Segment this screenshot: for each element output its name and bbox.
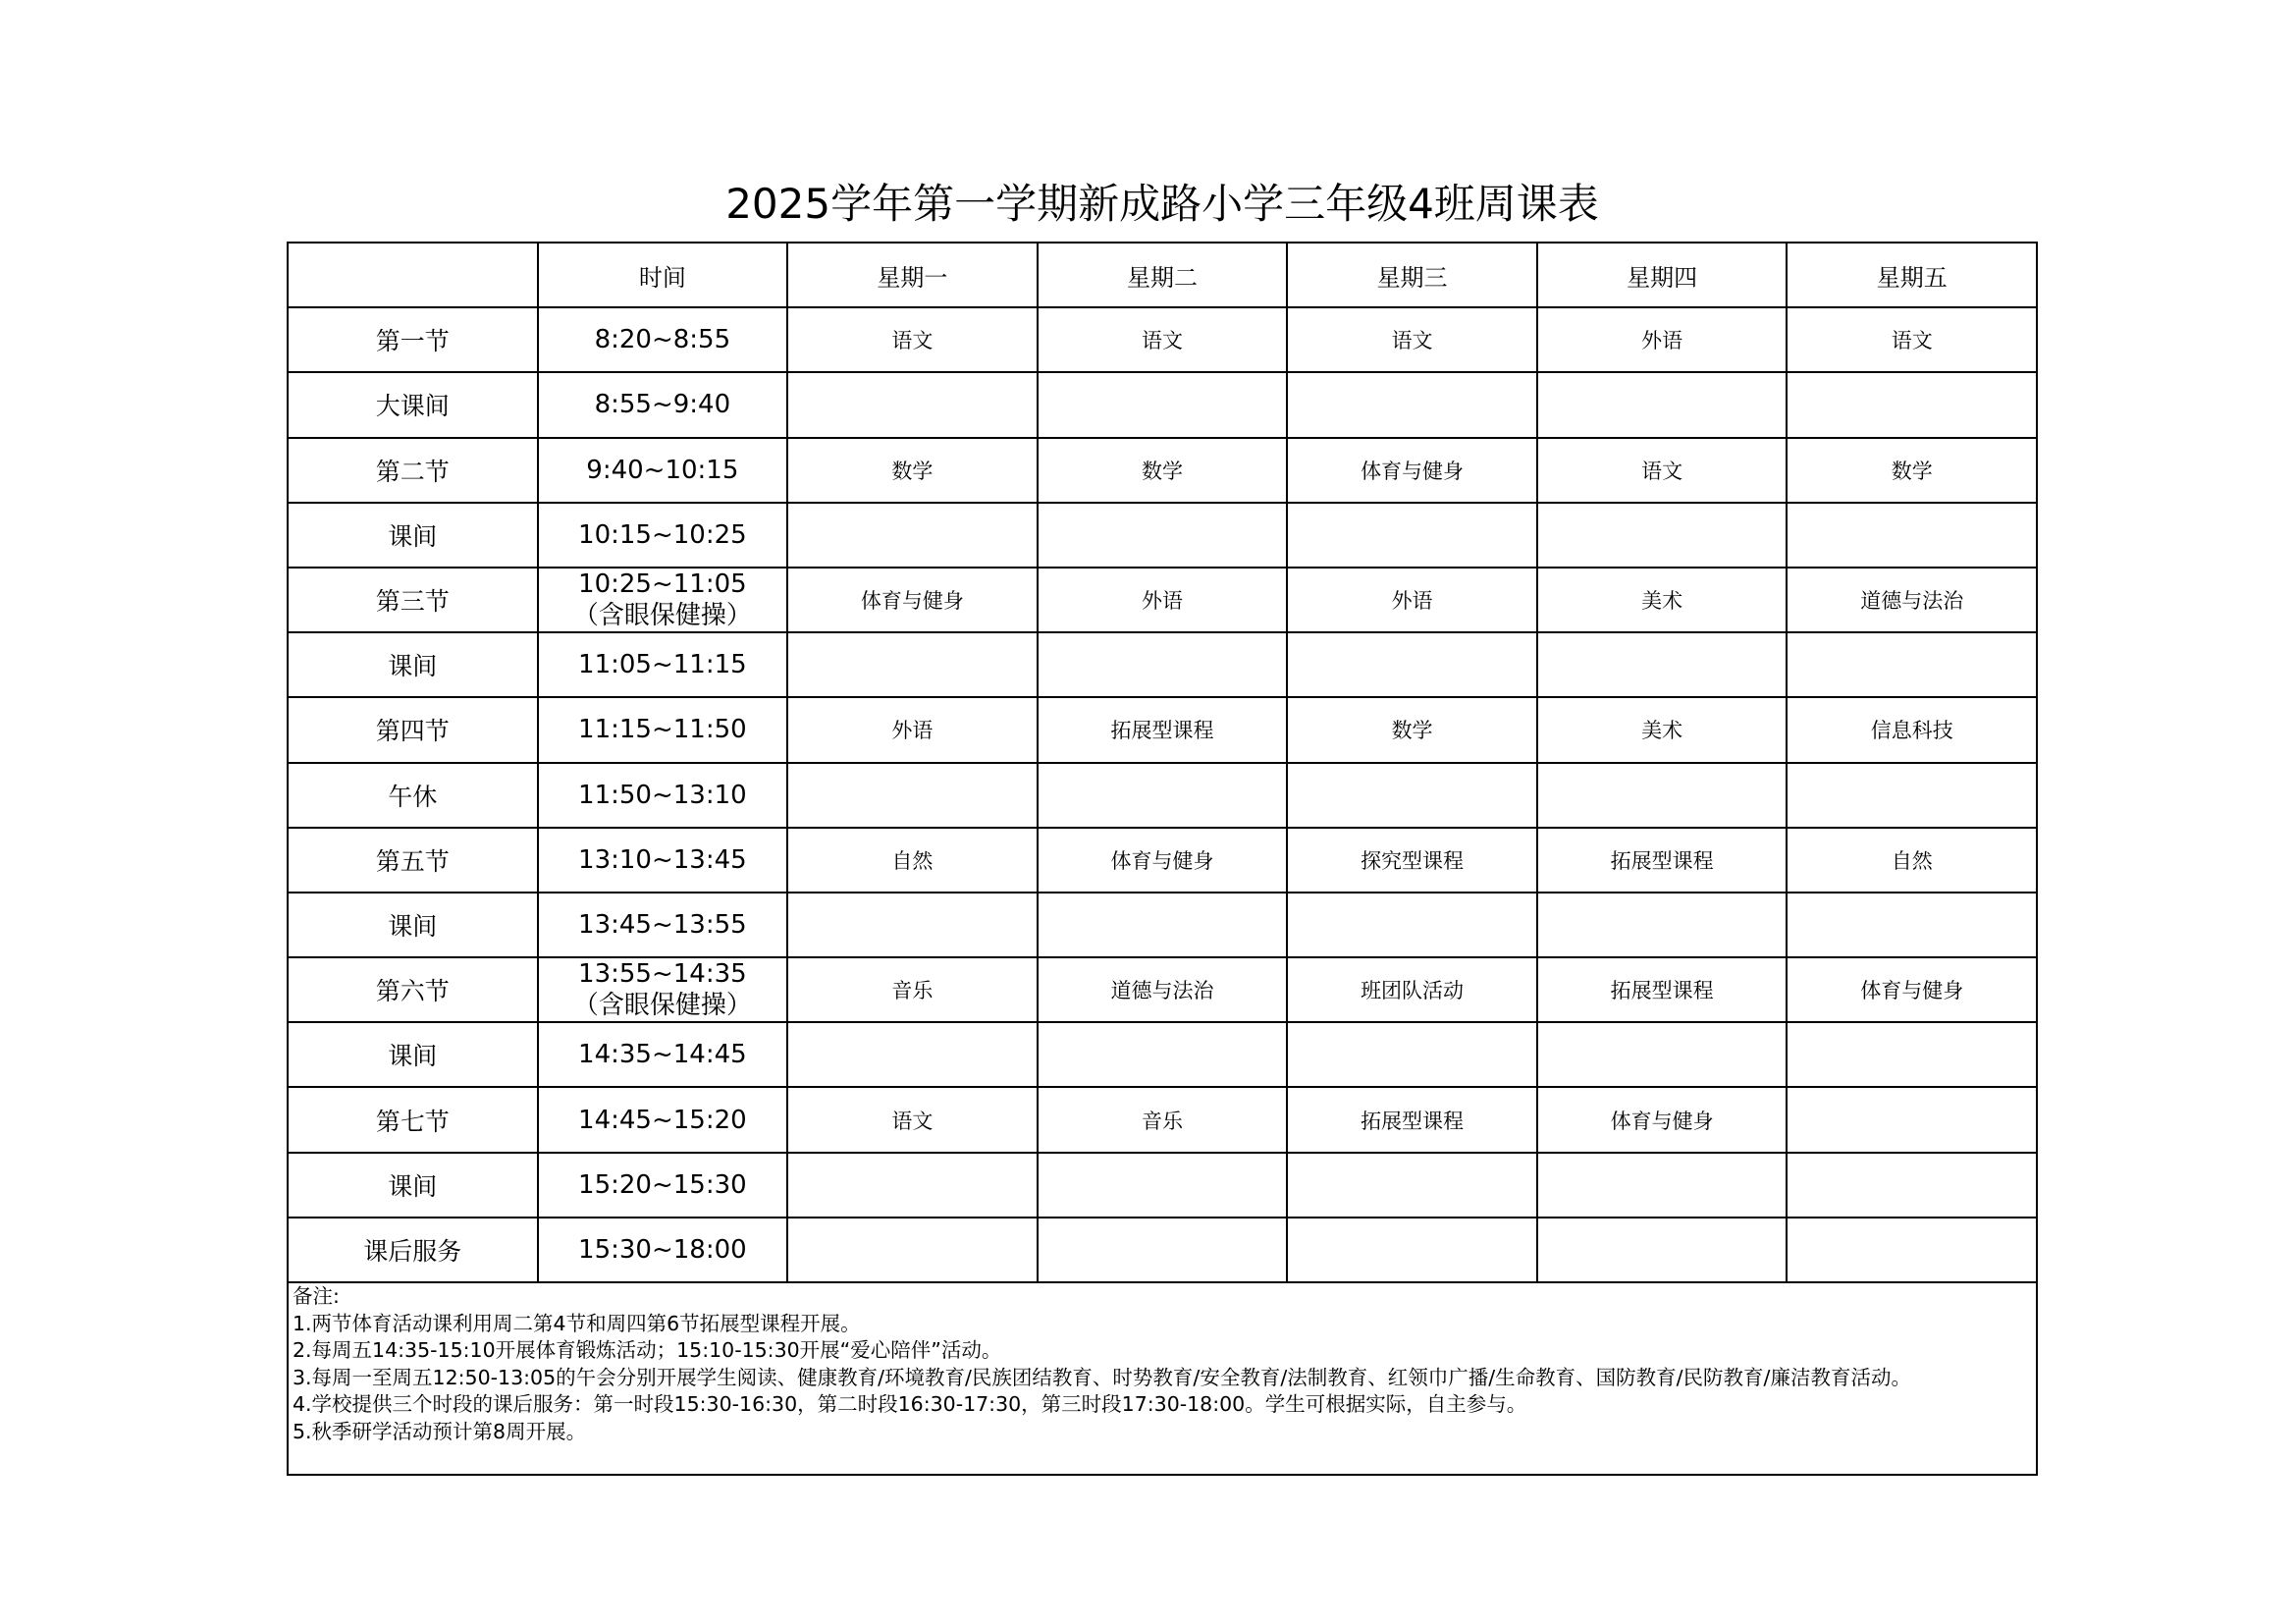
course-cell-empty: [1288, 1023, 1538, 1088]
course-cell: 外语: [1039, 568, 1289, 633]
course-cell-empty: [1288, 1154, 1538, 1218]
course-cell-empty: [1538, 633, 1789, 698]
page-title: 2025学年第一学期新成路小学三年级4班周课表: [725, 180, 1599, 228]
time-cell: [539, 698, 789, 763]
course-cell-empty: [1788, 373, 2038, 438]
course-cell: 外语: [788, 698, 1039, 763]
time-range: 8:20~8:55: [594, 325, 731, 355]
course-cell-empty: [1288, 633, 1538, 698]
course-cell-empty: [1039, 504, 1289, 568]
course-cell-empty: [1039, 373, 1289, 438]
time-range: 9:40~10:15: [586, 455, 739, 485]
time-cell: [539, 1218, 789, 1283]
period-label: 课间: [289, 633, 539, 698]
course-cell-empty: [1288, 1218, 1538, 1283]
course-cell-empty: [1538, 1218, 1789, 1283]
course-cell-empty: [788, 633, 1039, 698]
course-cell-empty: [1788, 1154, 2038, 1218]
course-cell-empty: [1788, 633, 2038, 698]
period-label: 第三节: [289, 568, 539, 633]
header-day: 星期四: [1538, 244, 1789, 308]
header-corner: [289, 244, 539, 308]
course-cell-empty: [1288, 764, 1538, 829]
course-cell: 体育与健身: [1288, 439, 1538, 504]
course-cell: 体育与健身: [788, 568, 1039, 633]
course-cell-empty: [788, 893, 1039, 958]
time-range: 10:25~11:05: [578, 569, 747, 600]
time-range: 11:15~11:50: [578, 715, 747, 745]
time-cell: [539, 1023, 789, 1088]
time-range: 13:45~13:55: [578, 909, 747, 940]
header-day: 星期一: [788, 244, 1039, 308]
course-cell-empty: [1788, 1218, 2038, 1283]
header-day: 星期二: [1039, 244, 1289, 308]
period-label: 大课间: [289, 373, 539, 438]
note-line: 1.两节体育活动课利用周二第4节和周四第6节拓展型课程开展。: [293, 1311, 861, 1335]
course-cell-empty: [1538, 893, 1789, 958]
time-cell: [539, 1088, 789, 1153]
course-cell: 音乐: [1039, 1088, 1289, 1153]
course-cell: 自然: [788, 829, 1039, 893]
time-range: 11:05~11:15: [578, 650, 747, 680]
course-cell: 语文: [1039, 308, 1289, 373]
period-label: 第四节: [289, 698, 539, 763]
time-range: 13:10~13:45: [578, 844, 747, 875]
schedule-table: [287, 242, 2038, 1476]
course-cell: 外语: [1538, 308, 1789, 373]
course-cell: 拓展型课程: [1288, 1088, 1538, 1153]
course-cell-empty: [1788, 504, 2038, 568]
period-label: 第五节: [289, 829, 539, 893]
time-cell: [539, 504, 789, 568]
time-cell: [539, 1154, 789, 1218]
period-label: 课间: [289, 1154, 539, 1218]
course-cell: 体育与健身: [1039, 829, 1289, 893]
course-cell: 拓展型课程: [1538, 958, 1789, 1023]
course-cell: 外语: [1288, 568, 1538, 633]
course-cell-empty: [1788, 893, 2038, 958]
period-label: 课后服务: [289, 1218, 539, 1283]
course-cell: 数学: [1039, 439, 1289, 504]
course-cell-empty: [1538, 373, 1789, 438]
period-label: 第六节: [289, 958, 539, 1023]
period-label: 第七节: [289, 1088, 539, 1153]
course-cell-empty: [1538, 1023, 1789, 1088]
time-range: 10:15~10:25: [578, 519, 747, 550]
course-cell-empty: [1538, 504, 1789, 568]
notes-label: 备注:: [293, 1284, 340, 1308]
course-cell: 美术: [1538, 698, 1789, 763]
course-cell-empty: [788, 1218, 1039, 1283]
time-range: 14:35~14:45: [578, 1040, 747, 1070]
time-cell: [539, 568, 789, 633]
time-range: 14:45~15:20: [578, 1105, 747, 1135]
header-time: 时间: [539, 244, 789, 308]
course-cell-empty: [1039, 1154, 1289, 1218]
course-cell-empty: [1538, 1154, 1789, 1218]
course-cell-empty: [1039, 893, 1289, 958]
course-cell: 语文: [788, 308, 1039, 373]
course-cell: 数学: [1788, 439, 2038, 504]
course-cell-empty: [1039, 1218, 1289, 1283]
time-range: 8:55~9:40: [594, 390, 731, 420]
course-cell: 道德与法治: [1039, 958, 1289, 1023]
time-cell: [539, 373, 789, 438]
time-cell: [539, 893, 789, 958]
course-cell: 美术: [1538, 568, 1789, 633]
course-cell-empty: [1788, 1023, 2038, 1088]
course-cell: 数学: [788, 439, 1039, 504]
time-cell: [539, 829, 789, 893]
course-cell-empty: [1788, 1088, 2038, 1153]
time-cell: [539, 308, 789, 373]
course-cell-empty: [1288, 893, 1538, 958]
course-cell-empty: [1288, 504, 1538, 568]
header-day: 星期三: [1288, 244, 1538, 308]
course-cell: 班团队活动: [1288, 958, 1538, 1023]
notes-section: [289, 1283, 2038, 1476]
course-cell-empty: [788, 1154, 1039, 1218]
course-cell: 体育与健身: [1788, 958, 2038, 1023]
course-cell-empty: [788, 764, 1039, 829]
time-cell: [539, 439, 789, 504]
course-cell: 拓展型课程: [1538, 829, 1789, 893]
time-note: （含眼保健操）: [572, 601, 752, 631]
period-label: 午休: [289, 764, 539, 829]
course-cell-empty: [1288, 373, 1538, 438]
time-range: 11:50~13:10: [578, 780, 747, 810]
note-line: 4.学校提供三个时段的课后服务：第一时段15:30-16:30，第二时段16:30-17:30，第三时段17:30-18:00。学生可根据实际，自主参与。: [293, 1392, 1527, 1417]
time-range: 13:55~14:35: [578, 959, 747, 990]
header-day: 星期五: [1788, 244, 2038, 308]
time-range: 15:20~15:30: [578, 1169, 747, 1200]
course-cell-empty: [788, 373, 1039, 438]
course-cell: 音乐: [788, 958, 1039, 1023]
course-cell-empty: [1538, 764, 1789, 829]
time-cell: [539, 633, 789, 698]
period-label: 课间: [289, 893, 539, 958]
course-cell: 信息科技: [1788, 698, 2038, 763]
course-cell: 探究型课程: [1288, 829, 1538, 893]
period-label: 课间: [289, 504, 539, 568]
period-label: 课间: [289, 1023, 539, 1088]
note-line: 5.秋季研学活动预计第8周开展。: [293, 1419, 587, 1443]
time-cell: [539, 764, 789, 829]
course-cell: 语文: [1288, 308, 1538, 373]
course-cell: 语文: [1788, 308, 2038, 373]
course-cell-empty: [788, 1023, 1039, 1088]
course-cell: 道德与法治: [1788, 568, 2038, 633]
time-note: （含眼保健操）: [572, 991, 752, 1021]
course-cell: 语文: [1538, 439, 1789, 504]
time-cell: [539, 958, 789, 1023]
note-line: 3.每周一至周五12:50-13:05的午会分别开展学生阅读、健康教育/环境教育/民族团结教育、时势教育/安全教育/法制教育、红领巾广播/生命教育、国防教育/民防教育/廉洁教育活动。: [293, 1365, 1911, 1389]
course-cell-empty: [788, 504, 1039, 568]
course-cell: 语文: [788, 1088, 1039, 1153]
course-cell: 数学: [1288, 698, 1538, 763]
course-cell-empty: [1039, 1023, 1289, 1088]
period-label: 第二节: [289, 439, 539, 504]
course-cell: 拓展型课程: [1039, 698, 1289, 763]
note-line: 2.每周五14:35-15:10开展体育锻炼活动；15:10-15:30开展“爱心陪伴”活动。: [293, 1338, 1002, 1363]
course-cell-empty: [1788, 764, 2038, 829]
course-cell: 自然: [1788, 829, 2038, 893]
period-label: 第一节: [289, 308, 539, 373]
course-cell-empty: [1039, 764, 1289, 829]
course-cell: 体育与健身: [1538, 1088, 1789, 1153]
time-range: 15:30~18:00: [578, 1234, 747, 1265]
course-cell-empty: [1039, 633, 1289, 698]
